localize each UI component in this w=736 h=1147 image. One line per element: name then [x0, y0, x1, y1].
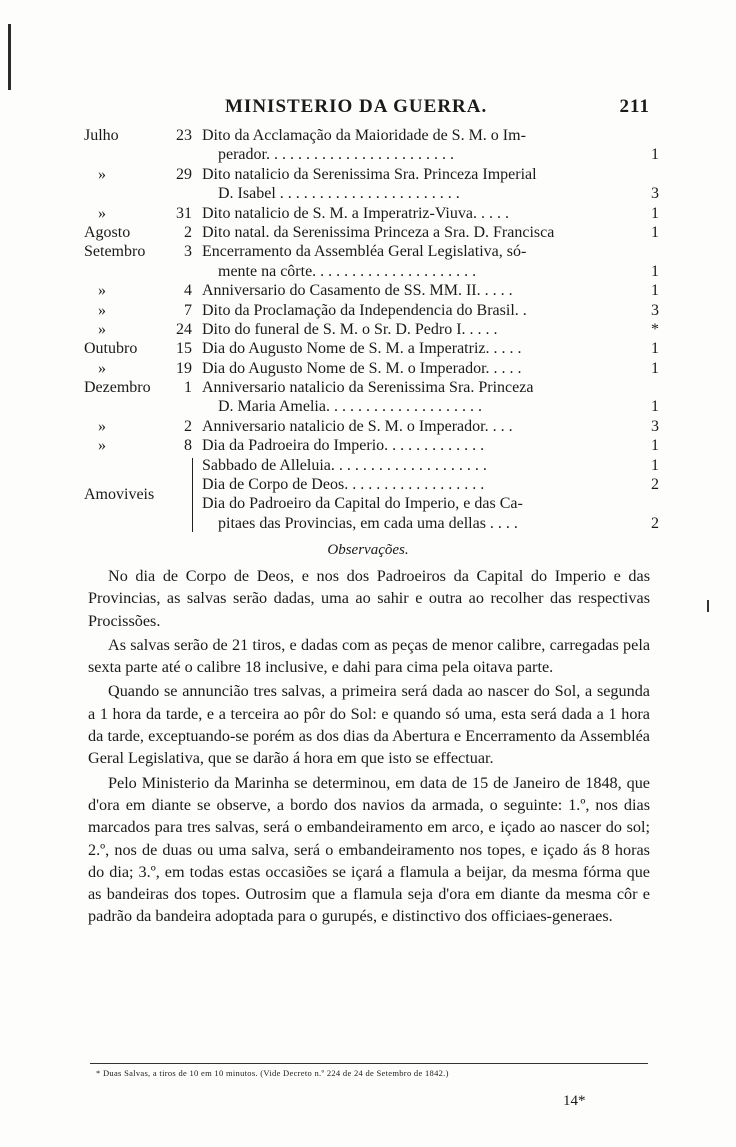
- calendar-row: [84, 359, 659, 378]
- month-cell: »: [98, 301, 106, 319]
- month-cell: »: [98, 437, 106, 455]
- salute-count: 1: [651, 437, 659, 455]
- day-cell: 2: [184, 223, 192, 241]
- calendar-row: [84, 165, 659, 184]
- observation-paragraph: Quando se annuncião tres salvas, a primeira será dada ao nascer do Sol, a segunda a 1 hora da tarde, e a terceira ao pôr do Sol: e quando só uma, esta será dada a 1 hora da tarde, exceptuando-se porém as dos dias da Abertura e Encerramento da Assembléa Geral Legislativa, que se darão á hora em que isto se effectuar.: [88, 682, 650, 768]
- calendar-row: [84, 145, 659, 164]
- footnote: * Duas Salvas, a tiros de 10 em 10 minutos. (Vide Decreto n.º 224 de 24 de Setembro de 1842.): [96, 1068, 449, 1078]
- event-cell: Encerramento da Assembléa Geral Legislativa, só-: [202, 243, 527, 261]
- salute-count: 3: [651, 185, 659, 203]
- event-cell: Dia do Augusto Nome de S. M. o Imperador. . . . .: [202, 359, 522, 377]
- event-cell: Dia do Padroeiro da Capital do Imperio, e das Ca-: [202, 495, 523, 513]
- calendar-row: [84, 281, 659, 300]
- event-cell: Dito natalicio de S. M. a Imperatriz-Viuva. . . . .: [202, 204, 509, 222]
- month-cell: Outubro: [84, 340, 138, 358]
- calendar-row: [84, 417, 659, 436]
- month-cell: Dezembro: [84, 379, 151, 397]
- event-cell: Dito natalicio da Serenissima Sra. Princeza Imperial: [202, 165, 537, 183]
- salute-count: 1: [651, 398, 659, 416]
- day-cell: 2: [184, 417, 192, 435]
- month-cell: »: [98, 359, 106, 377]
- salute-count: 1: [651, 282, 659, 300]
- day-cell: 31: [176, 204, 192, 222]
- footnote-rule: [90, 1063, 648, 1064]
- day-cell: 19: [176, 359, 192, 377]
- salute-calendar: [84, 126, 659, 533]
- calendar-row: [84, 475, 659, 494]
- margin-mark: [707, 600, 709, 612]
- event-cell: D. Isabel . . . . . . . . . . . . . . . . . . . . . . .: [218, 185, 460, 203]
- event-cell: Dia do Augusto Nome de S. M. a Imperatriz. . . . .: [202, 340, 522, 358]
- day-cell: 24: [176, 320, 192, 338]
- calendar-row: [84, 223, 659, 242]
- calendar-row: [84, 378, 659, 397]
- movable-label: Amoviveis: [84, 485, 155, 503]
- event-cell: Anniversario natalicio de S. M. o Imperador. . . .: [202, 417, 513, 435]
- salute-count: *: [651, 320, 659, 338]
- event-cell: mente na côrte. . . . . . . . . . . . . . . . . . . . .: [218, 262, 477, 280]
- running-header: [225, 96, 650, 122]
- event-cell: Dia de Corpo de Deos. . . . . . . . . . . . . . . . . .: [202, 476, 485, 494]
- day-cell: 3: [184, 243, 192, 261]
- month-cell: Setembro: [84, 243, 146, 261]
- day-cell: 15: [176, 340, 192, 358]
- event-cell: Anniversario natalicio da Serenissima Sra. Princeza: [202, 379, 534, 397]
- salute-count: 1: [651, 146, 659, 164]
- event-cell: D. Maria Amelia. . . . . . . . . . . . . . . . . . . .: [218, 398, 482, 416]
- day-cell: 29: [176, 165, 192, 183]
- page-number: 211: [619, 96, 650, 117]
- salute-count: 1: [651, 456, 659, 474]
- month-cell: »: [98, 282, 106, 300]
- event-cell: Dito da Acclamação da Maioridade de S. M. o Im-: [202, 127, 526, 144]
- event-cell: Dito do funeral de S. M. o Sr. D. Pedro I. . . . .: [202, 320, 498, 338]
- calendar-row: [84, 514, 659, 533]
- event-cell: Dito da Proclamação da Independencia do Brasil. .: [202, 301, 527, 319]
- month-cell: »: [98, 165, 106, 183]
- event-cell: Dia da Padroeira do Imperio. . . . . . . . . . . . .: [202, 437, 485, 455]
- salute-count: 1: [651, 204, 659, 222]
- movable-feasts-block: [84, 456, 659, 534]
- day-cell: 8: [184, 437, 192, 455]
- observations-title: Observações.: [327, 542, 409, 558]
- margin-mark: [8, 24, 11, 90]
- month-cell: »: [98, 204, 106, 222]
- salute-count: 1: [651, 223, 659, 241]
- observation-paragraph: As salvas serão de 21 tiros, e dadas com as peças de menor calibre, carregadas pela sexta parte até o calibre 18 inclusive, e dahi para cima pela oitava parte.: [88, 635, 650, 677]
- month-cell: Julho: [84, 127, 119, 144]
- salute-count: 3: [651, 301, 659, 319]
- calendar-row: [84, 242, 659, 261]
- signature-mark: 14*: [563, 1093, 586, 1109]
- calendar-row: [84, 320, 659, 339]
- salute-count: 2: [651, 476, 659, 494]
- day-cell: 4: [184, 282, 192, 300]
- day-cell: 1: [184, 379, 192, 397]
- salute-count: 3: [651, 417, 659, 435]
- calendar-row: [84, 494, 659, 513]
- observation-paragraph: No dia de Corpo de Deos, e nos dos Padroeiros da Capital do Imperio e das Provincias, as salvas serão dadas, uma ao sahir e outra ao recolher das respectivas Procissões.: [88, 567, 650, 630]
- day-cell: 23: [176, 127, 192, 144]
- calendar-row: [84, 397, 659, 416]
- calendar-row: [84, 184, 659, 203]
- calendar-row: [84, 301, 659, 320]
- observations-body: [88, 565, 650, 930]
- event-cell: Dito natal. da Serenissima Princeza a Sra. D. Francisca: [202, 223, 555, 241]
- header-title: MINISTERIO DA GUERRA.: [225, 96, 488, 117]
- month-cell: »: [98, 417, 106, 435]
- event-cell: Sabbado de Alleluia. . . . . . . . . . . . . . . . . . . .: [202, 456, 487, 474]
- calendar-row: [84, 456, 659, 475]
- calendar-row: [84, 436, 659, 455]
- event-cell: Anniversario do Casamento de SS. MM. II. . . . .: [202, 282, 513, 300]
- event-cell: pitaes das Provincias, em cada uma dellas . . . .: [218, 514, 518, 532]
- salute-count: 1: [651, 262, 659, 280]
- observation-paragraph: Pelo Ministerio da Marinha se determinou, em data de 15 de Janeiro de 1848, que d'ora em diante se observe, a bordo dos navios da armada, o seguinte: 1.º, nos dias marcados para tres salvas, será o embandeiramento em arco, e içado ao nascer do sol; 2.º, nos de duas ou uma salva, será o embandeiramento nos topes, e içado ás 8 horas do dia; 3.º, em todas estas occasiões se içará a flamula a beijar, da mesma fórma que as bandeiras dos topes. Outrosim que a flamula seja d'ora em diante da mesma côr e padrão da bandeira adoptada para o gurupés, e distinctivo dos officiaes-generaes.: [88, 773, 650, 926]
- day-cell: 7: [184, 301, 192, 319]
- event-cell: perador. . . . . . . . . . . . . . . . . . . . . . . .: [218, 146, 454, 164]
- month-cell: »: [98, 320, 106, 338]
- month-cell: Agosto: [84, 223, 131, 241]
- calendar-row: [84, 126, 659, 145]
- calendar-row: [84, 204, 659, 223]
- salute-count: 1: [651, 340, 659, 358]
- calendar-row: [84, 262, 659, 281]
- salute-count: 2: [651, 514, 659, 532]
- calendar-row: [84, 339, 659, 358]
- salute-count: 1: [651, 359, 659, 377]
